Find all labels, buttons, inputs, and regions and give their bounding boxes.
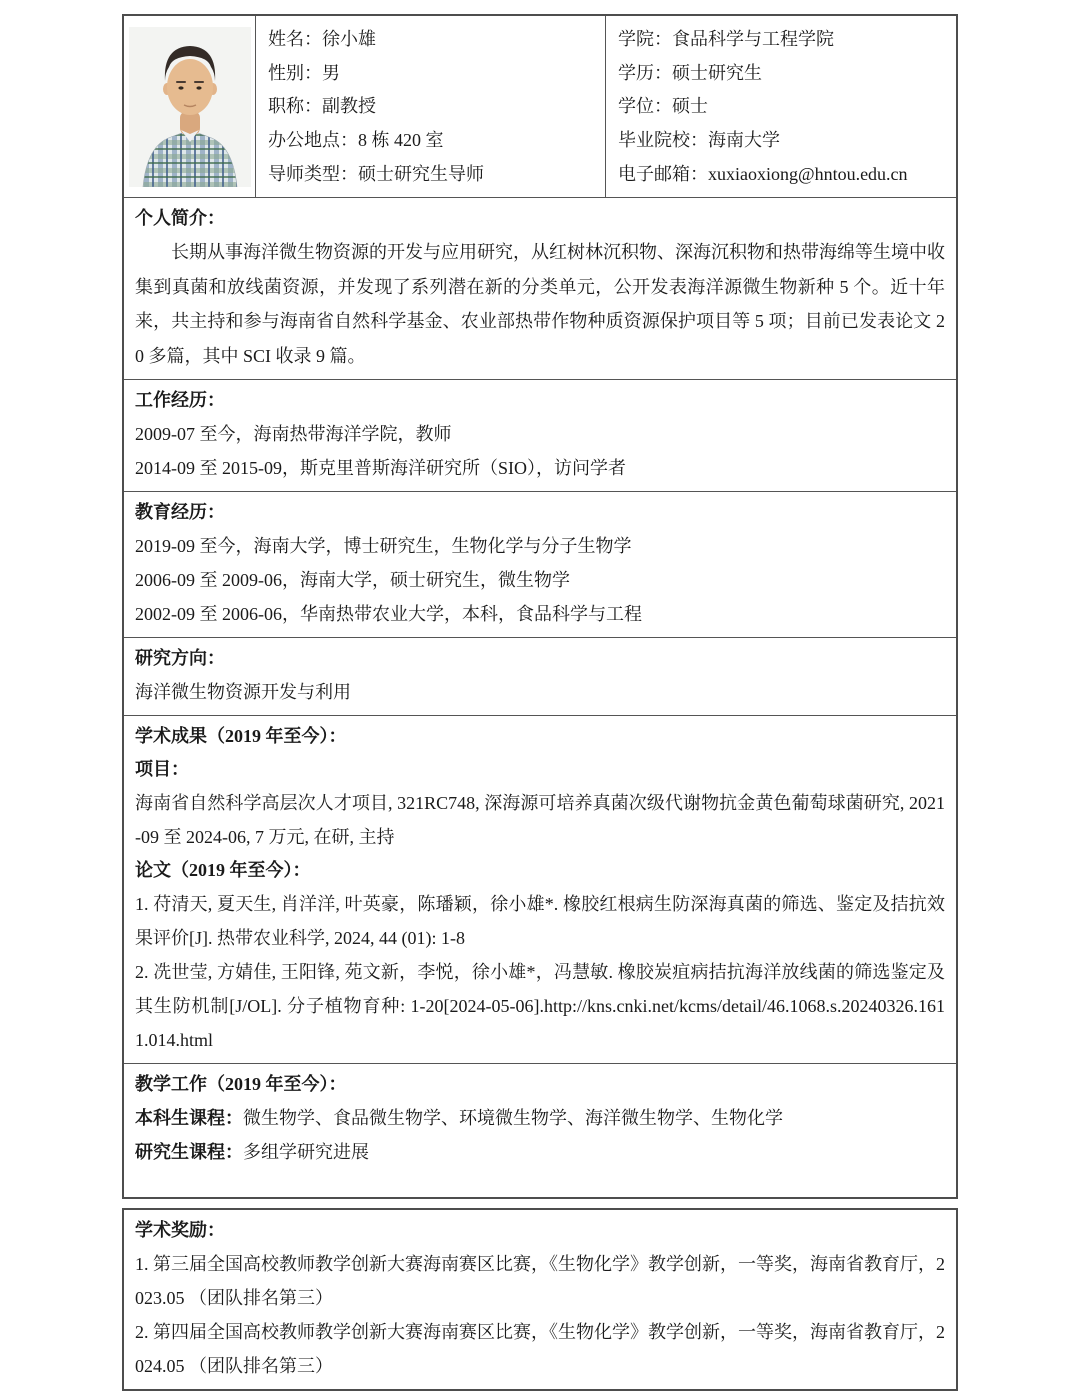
awards-box — [122, 1208, 958, 1391]
course-level-label: 本科生课程： — [135, 1108, 243, 1128]
field-value: 硕士研究生 — [672, 62, 762, 83]
field-gender — [268, 57, 593, 89]
field-value: 海南大学 — [708, 130, 780, 151]
field-label: 学历： — [618, 62, 672, 83]
field-office — [268, 124, 593, 156]
field-graduate-school — [618, 124, 944, 156]
section-title: 教育经历： — [135, 502, 225, 522]
field-value: 食品科学与工程学院 — [672, 28, 834, 49]
field-label: 电子邮箱： — [618, 164, 708, 185]
teaching-line-graduate — [135, 1135, 945, 1169]
research-line: 海洋微生物资源开发与利用 — [135, 682, 351, 702]
field-value: 副教授 — [322, 96, 376, 117]
field-college — [618, 23, 944, 55]
paper-line: 2. 冼世莹, 方婧佳, 王阳锋, 苑文新，李悦，徐小雄*，冯慧敏. 橡胶炭疽病拮抗海洋放线菌的筛选鉴定及其生防机制[J/OL]. 分子植物育种: 1-20[2024-05-06].http://kns.cnki.net/kcms/detail/46.1068.s.20240326.1611.014.html — [135, 962, 945, 1050]
field-label: 学位： — [618, 96, 672, 117]
field-value: 硕士研究生导师 — [358, 164, 484, 185]
field-degree — [618, 90, 944, 122]
affiliation-column — [606, 16, 956, 197]
email-value: xuxiaoxiong@hntou.edu.cn — [708, 164, 908, 185]
field-label: 学院： — [618, 28, 672, 49]
field-email — [618, 158, 944, 190]
education-line: 2006-09 至 2009-06，海南大学，硕士研究生，微生物学 — [135, 570, 570, 590]
work-line: 2014-09 至 2015-09，斯克里普斯海洋研究所（SIO），访问学者 — [135, 458, 626, 478]
projects-subheading: 项目： — [135, 759, 189, 779]
section-work — [124, 380, 956, 492]
field-label: 毕业院校： — [618, 130, 708, 151]
section-title: 研究方向： — [135, 648, 225, 668]
section-title: 工作经历： — [135, 390, 225, 410]
section-research — [124, 638, 956, 716]
section-title: 学术成果（2019 年至今）： — [135, 726, 347, 746]
section-profile — [124, 198, 956, 380]
field-label: 办公地点： — [268, 130, 358, 151]
education-line: 2002-09 至 2006-06，华南热带农业大学，本科，食品科学与工程 — [135, 604, 642, 624]
education-line: 2019-09 至今，海南大学，博士研究生，生物化学与分子生物学 — [135, 536, 632, 556]
field-name — [268, 23, 593, 55]
paper-line: 1. 苻清天, 夏天生, 肖洋洋, 叶英豪，陈璠颖，徐小雄*. 橡胶红根病生防深海真菌的筛选、鉴定及拮抗效果评价[J]. 热带农业科学, 2024, 44 (01): 1-8 — [135, 894, 945, 948]
field-label: 性别： — [268, 62, 322, 83]
field-label: 姓名： — [268, 28, 322, 49]
section-achievements — [124, 716, 956, 1064]
project-line: 海南省自然科学高层次人才项目, 321RC748, 深海源可培养真菌次级代谢物抗金黄色葡萄球菌研究, 2021-09 至 2024-06, 7 万元, 在研, 主持 — [135, 793, 945, 847]
papers-subheading: 论文（2019 年至今）： — [135, 860, 311, 880]
field-label: 职称： — [268, 96, 322, 117]
course-level-label: 研究生课程： — [135, 1142, 243, 1162]
section-title: 教学工作（2019 年至今）： — [135, 1074, 347, 1094]
work-line: 2009-07 至今，海南热带海洋学院，教师 — [135, 424, 452, 444]
teaching-line-undergraduate — [135, 1101, 945, 1135]
profile-paragraph: 长期从事海洋微生物资源的开发与应用研究，从红树林沉积物、深海沉积物和热带海绵等生境中收集到真菌和放线菌资源，并发现了系列潜在新的分类单元，公开发表海洋源微生物新种 5 个。近十年来，共主持和参与海南省自然科学基金、农业部热带作物种质资源保护项目等 5 项；目前已发表论文 20 多篇，其中 SCI 收录 9 篇。 — [135, 242, 945, 366]
section-title: 学术奖励： — [135, 1220, 225, 1240]
section-teaching — [124, 1064, 956, 1197]
basic-info-column — [256, 16, 606, 197]
course-list: 多组学研究进展 — [243, 1142, 369, 1162]
section-education — [124, 492, 956, 638]
field-value: 8 栋 420 室 — [358, 130, 444, 151]
field-supervisor-type — [268, 158, 593, 190]
photo-cell — [124, 16, 256, 197]
field-value: 男 — [322, 62, 340, 83]
profile-table — [122, 14, 958, 1199]
header-row — [124, 16, 956, 198]
section-title: 个人简介： — [135, 208, 225, 228]
field-education-level — [618, 57, 944, 89]
field-title — [268, 90, 593, 122]
field-value: 硕士 — [672, 96, 708, 117]
course-list: 微生物学、食品微生物学、环境微生物学、海洋微生物学、生物化学 — [243, 1108, 783, 1128]
award-line: 1. 第三届全国高校教师教学创新大赛海南赛区比赛，《生物化学》教学创新，一等奖，海南省教育厅，2023.05 （团队排名第三） — [135, 1254, 945, 1308]
award-line: 2. 第四届全国高校教师教学创新大赛海南赛区比赛，《生物化学》教学创新，一等奖，海南省教育厅，2024.05 （团队排名第三） — [135, 1322, 945, 1376]
field-value: 徐小雄 — [322, 28, 376, 49]
field-label: 导师类型： — [268, 164, 358, 185]
portrait-photo — [129, 27, 251, 187]
